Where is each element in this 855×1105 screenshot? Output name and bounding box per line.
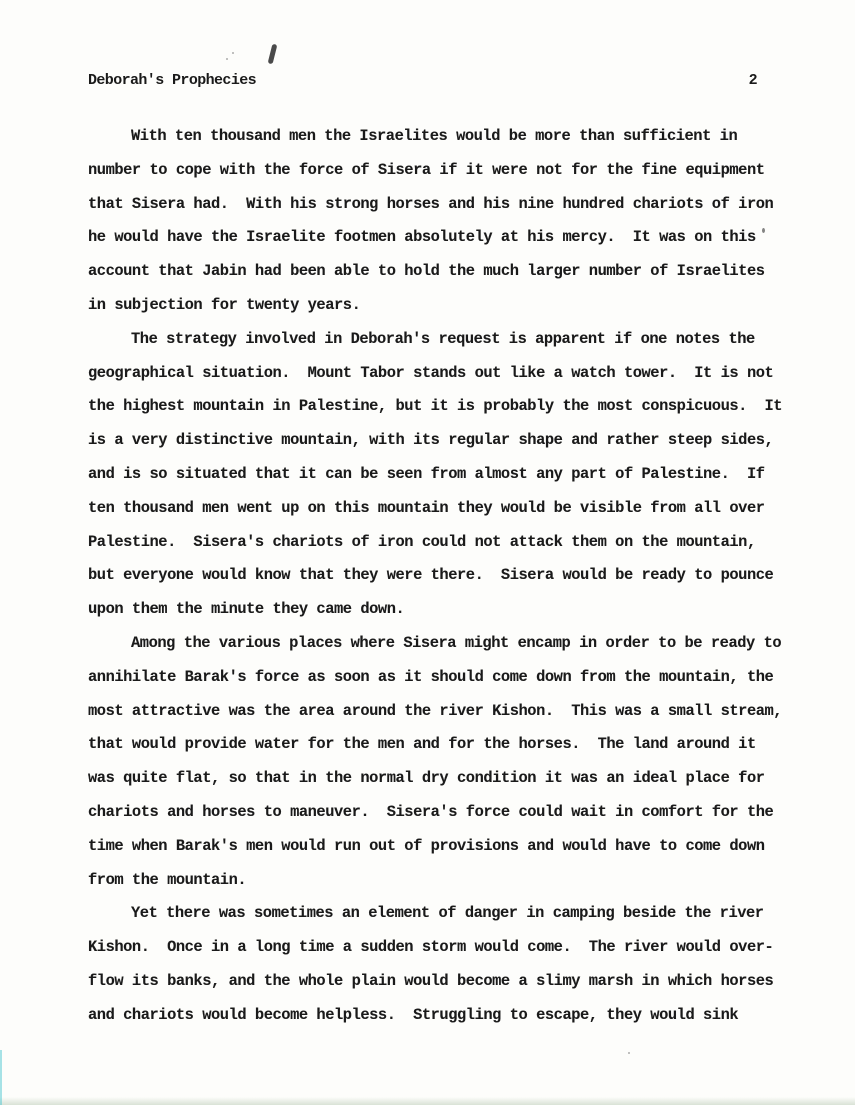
text-line: Palestine. Sisera's chariots of iron could not attack them on the mountain, <box>88 532 756 551</box>
ink-smudge <box>268 44 278 65</box>
text-line: number to cope with the force of Sisera if it were not for the fine equipment <box>88 160 765 179</box>
text-line: the highest mountain in Palestine, but it is probably the most conspicuous. It <box>88 397 783 416</box>
text-line: but everyone would know that they were there. Sisera would be ready to pounce <box>88 566 774 585</box>
running-title: Deborah's Prophecies <box>88 72 257 89</box>
text-line: annihilate Barak's force as soon as it should come down from the mountain, the <box>88 667 774 686</box>
ink-speck <box>232 52 234 54</box>
text-line: that Sisera had. With his strong horses and his nine hundred chariots of iron <box>88 194 774 213</box>
text-line: flow its banks, and the whole plain would become a slimy marsh in which horses <box>88 971 774 990</box>
page-number: 2 <box>748 72 757 89</box>
ink-speck <box>226 58 228 60</box>
text-line: With ten thousand men the Israelites would be more than sufficient in <box>131 127 738 145</box>
text-line: ten thousand men went up on this mountain they would be visible from all over <box>88 498 765 517</box>
body-text <box>88 120 788 1033</box>
text-line: Kishon. Once in a long time a sudden storm would come. The river would over- <box>88 938 774 957</box>
text-line: from the mountain. <box>88 870 247 889</box>
scan-edge-noise <box>0 1097 855 1105</box>
text-line: time when Barak's men would run out of provisions and would have to come down <box>88 836 765 855</box>
text-line: The strategy involved in Deborah's request is apparent if one notes the <box>131 329 755 348</box>
text-line: chariots and horses to maneuver. Sisera's force could wait in comfort for the <box>88 802 774 821</box>
text-line: account that Jabin had been able to hold the much larger number of Israelites <box>88 262 765 281</box>
text-line: he would have the Israelite footmen absolutely at his mercy. It was on this <box>88 228 756 247</box>
text-line: most attractive was the area around the river Kishon. This was a small stream, <box>88 701 783 720</box>
ink-speck <box>628 1052 630 1054</box>
text-line: and is so situated that it can be seen from almost any part of Palestine. If <box>88 464 765 483</box>
text-line: in subjection for twenty years. <box>88 295 361 314</box>
running-header <box>88 72 757 96</box>
scan-left-edge <box>0 1050 2 1105</box>
text-line: Among the various places where Sisera might encamp in order to be ready to <box>131 633 782 652</box>
text-line: is a very distinctive mountain, with its regular shape and rather steep sides, <box>88 431 774 450</box>
text-line: and chariots would become helpless. Struggling to escape, they would sink <box>88 1005 739 1024</box>
text-line: upon them the minute they came down. <box>88 600 405 619</box>
text-line: was quite flat, so that in the normal dry condition it was an ideal place for <box>88 769 765 788</box>
text-line: geographical situation. Mount Tabor stands out like a watch tower. It is not <box>88 363 774 382</box>
text-line: that would provide water for the men and for the horses. The land around it <box>88 735 756 754</box>
text-line: Yet there was sometimes an element of danger in camping beside the river <box>131 904 764 923</box>
